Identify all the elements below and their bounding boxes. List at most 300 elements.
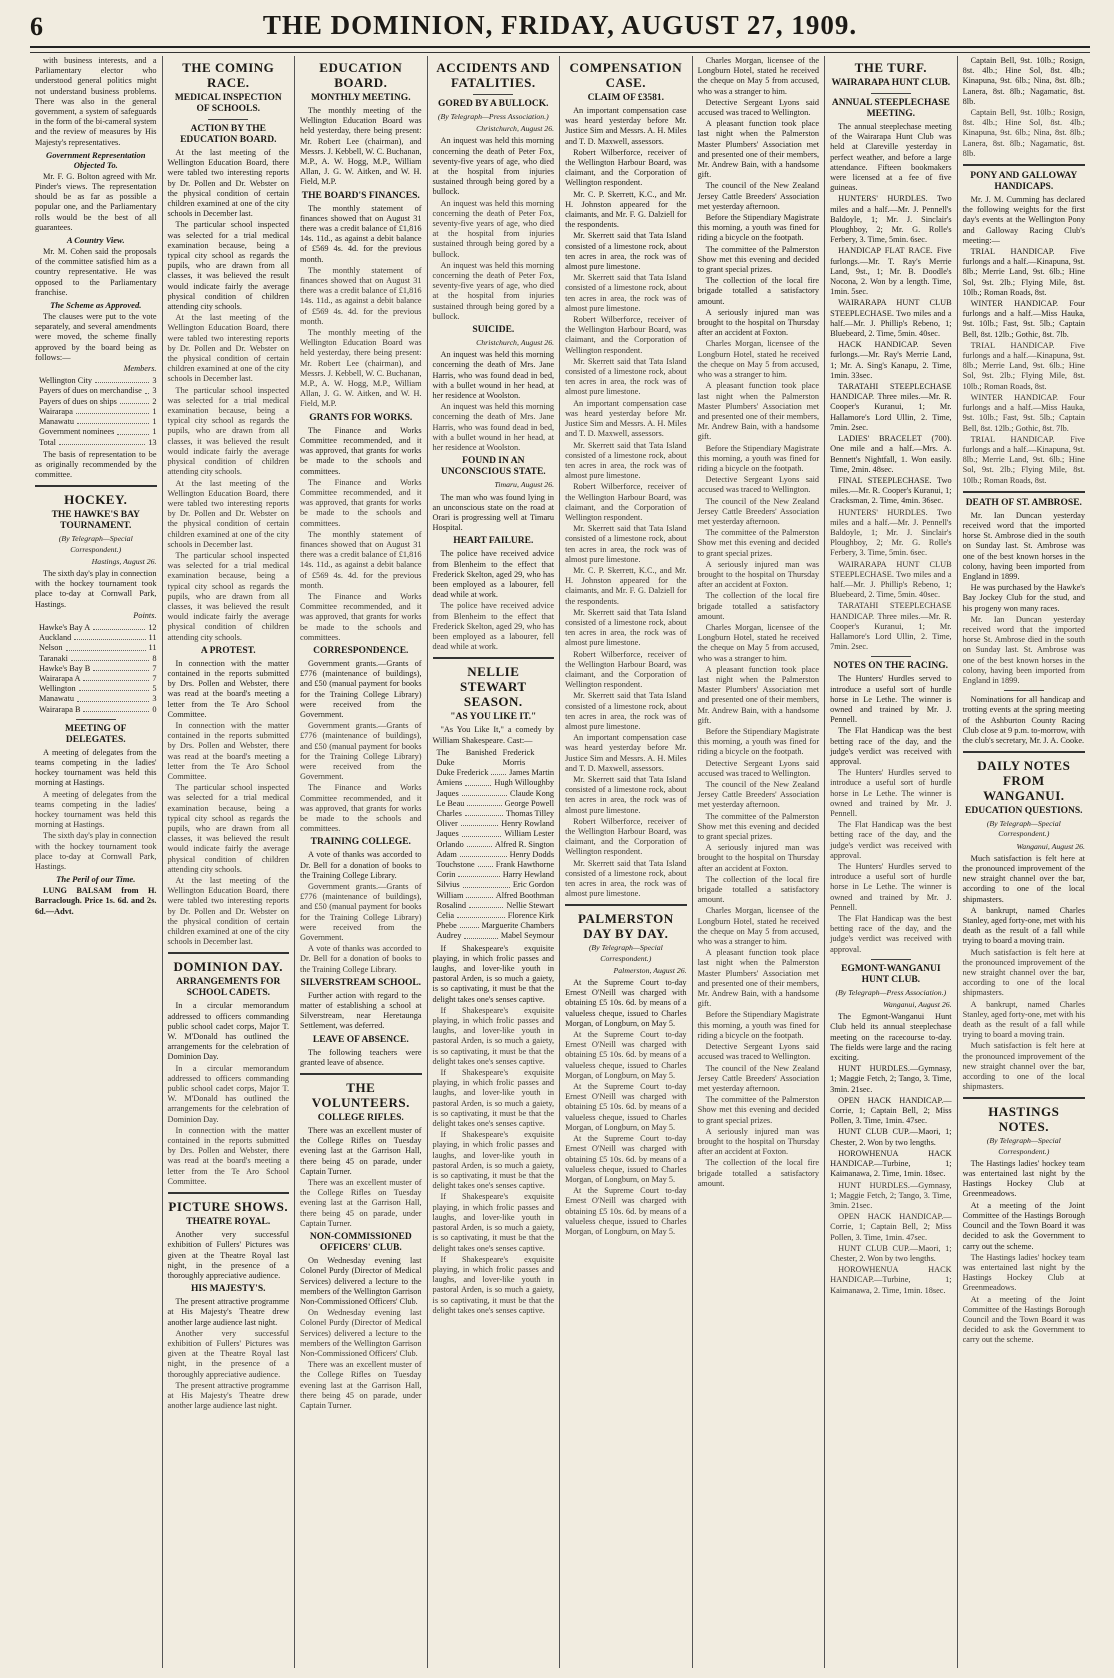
table-row	[39, 438, 157, 448]
article-text: Mr. Ian Duncan yesterday received word that the imported horse St. Ambrose died in the south on Sunday last. St. Ambrose was one of the best known horses in the colony, having been imported from England in 1899.	[962, 510, 1085, 581]
section-divider	[168, 952, 290, 954]
article-text: The Hunters' Hurdles served to introduce a useful sort of hurdle horse in Le Lethe. The winner is owned and trained by Mr. J. Pennell.	[830, 862, 952, 912]
table-value: 3	[152, 694, 157, 704]
article-text: Another very successful exhibition of Fullers' Pictures was given at the Theatre Royal last night, in the presence of a thoroughly appreciative audience.	[167, 1230, 290, 1280]
table-label: Taranaki	[39, 653, 68, 663]
article-text: Before the Stipendiary Magistrate this morning, a youth was fined for riding a bicycle on the footpath.	[697, 443, 820, 473]
cast-actor: Thomas Tilley	[505, 808, 555, 818]
article-text: Mr. Skerrett said that Tata Island consisted of a limestone rock, about ten acres in area, the rock was of almost pure limestone.	[565, 607, 687, 648]
byline: (By Telegraph—Press Association.)	[835, 987, 947, 997]
article-text: At the Supreme Court to-day Ernest O'Neill was charged with obtaining £5 10s. 6d. by means of a valueless cheque, issued to Charles Morgan, of Longburn, on May 5.	[565, 1030, 687, 1080]
newspaper-columns	[30, 56, 1090, 1668]
cast-row	[437, 901, 555, 911]
table-row	[39, 654, 157, 664]
section-heading: THE TURF.	[854, 60, 928, 75]
page-number: 6	[30, 12, 43, 41]
article-text: The Flat Handicap was the best betting race of the day, and the judge's verdict was received with approval.	[830, 914, 952, 954]
filler-text	[168, 1329, 290, 1412]
cast-list	[437, 748, 555, 942]
article-text: If Shakespeare's exquisite playing, in which frolic passes and laughs, and lover-like youth in pastoral Arden, is so much a gaiety, is so captivating, it must be that the delight takes one's senses captive.	[432, 1130, 555, 1191]
race-result: HUNT CLUB CUP.—Maori, 1; Chester, 2. Won by two lengths.	[830, 1243, 952, 1263]
article-text: with business interests, and a Parliamentary elector who understood general politics might not understand business problems. There was also in the general government, a system of safeguards in the form of the bi-cameral system and the review of measures by His Majesty's representatives.	[35, 56, 157, 147]
race-result: WINTER HANDICAP. Four furlongs and a half.—Miss Hauka, 9st. 10lb.; Fast, 9st. 5lb.; Captain Bell, 8st. 12lb.; Gothic, 8st. 7lb.	[962, 392, 1085, 433]
article-text: The monthly meeting of the Wellington Education Board was held yesterday, there being present: Mr. Robert Lee (chairman), and Messrs. J. Kebbell, W. C. Buchanan, M.P., A. W. Hogg, M.P., William Allan, J. G. W. Aitken, and W. H. Field, M.P.	[300, 106, 422, 187]
article-text: The collection of the local fire brigade totalled a satisfactory amount.	[697, 276, 820, 306]
article-text: A pleasant function took place last night when the Palmerston Master Plumbers' Association met and presented one of their members, Mr. Andrew Bain, with a handsome gift.	[697, 119, 820, 180]
section-heading: HOCKEY.	[64, 492, 128, 508]
cast-actor: William Lester	[504, 829, 555, 839]
subheading: Government Representation Objected To.	[45, 149, 146, 170]
filler-text	[963, 108, 1085, 159]
article-text: The following teachers were granted leave of absence.	[300, 1047, 422, 1067]
cast-row	[437, 778, 555, 788]
filler-text	[300, 478, 422, 643]
cast-role: William	[436, 890, 464, 900]
dateline: Hastings, August 26.	[91, 556, 157, 566]
section-divider	[963, 751, 1085, 753]
race-result: TARATAHI STEEPLECHASE HANDICAP. Three miles.—Mr. R. Cooper's Kuranui, 1; Mr. Hallamore's Lord Ullin, 2. Time, 7min. 2sec.	[830, 601, 952, 652]
article-text: Before the Stipendiary Magistrate this morning, a youth was fined for riding a bicycle on the footpath.	[697, 1010, 820, 1040]
article-text: A seriously injured man was brought to the hospital on Thursday after an accident at Foxton.	[697, 559, 820, 590]
table-label: Manawatu	[39, 417, 75, 427]
subheading: A Country View.	[66, 235, 125, 246]
article-text: Charles Morgan, licensee of the Longburn Hotel, stated he received the cheque on May 5 from accused, who was a stranger to him.	[697, 56, 820, 96]
race-result: TRIAL HANDICAP. Five furlongs and a half.—Kinapuna, 9st. 8lb.; Merrie Land, 9st. 6lb.; Hine Sol, 9st. 2lb.; Flying Mile, 8st. 10lb.; Roman Roads, 8st.	[962, 434, 1085, 485]
section-divider	[300, 1073, 422, 1075]
dateline: Palmerston, August 26.	[613, 965, 687, 975]
article-text: The sixth day's play in connection with the hockey tournament took place to-day at Cornwall Park, Hastings.	[35, 568, 157, 609]
article-text: At a meeting of the Joint Committee of the Hastings Borough Council and the Town Board it was decided to ask the Government to carry out the scheme.	[962, 1294, 1085, 1345]
article-text: Government grants.—Grants of £776 (maintenance of buildings), and £50 (manual payment for books for the Training College Library) were received from the Government.	[300, 721, 422, 782]
filler-text	[698, 339, 820, 1188]
table-row	[39, 684, 157, 694]
article-text: The collection of the local fire brigade totalled a satisfactory amount.	[697, 591, 820, 621]
article-text: Mr. C. P. Skerrett, K.C., and Mr. H. Johnston appeared for the claimants, and Mr. F. G. Dalziell for the respondents.	[565, 189, 687, 230]
article-text: Mr. J. M. Cumming has declared the following weights for the first day's events at the Wellington Pony and Galloway Racing Club's meeting:—	[962, 195, 1085, 245]
cast-actor: Harry Hewland	[502, 870, 555, 880]
table-label: Hawke's Bay B	[39, 663, 91, 673]
article-text: The present attractive programme at His Majesty's Theatre drew another large audience last night.	[167, 1297, 290, 1327]
article-text: The Egmont-Wanganui Hunt Club held its annual steeplechase meeting on the racecourse to-day. The fields were large and the racing exciting.	[830, 1012, 952, 1063]
subheading: COLLEGE RIFLES.	[317, 1113, 404, 1124]
article-text: The collection of the local fire brigade totalled a satisfactory amount.	[697, 1158, 820, 1188]
article-text: Detective Sergeant Lyons said accused was traced to Wellington.	[697, 1042, 820, 1062]
cast-row	[437, 931, 555, 941]
race-result: HUNT HURDLES.—Gymnasy, 1; Maggie Fetch, 2; Tango, 3. Time, 3min. 21sec.	[830, 1064, 952, 1094]
section-heading: DAILY NOTES FROM WANGANUI.	[977, 758, 1071, 804]
filler-text	[830, 768, 952, 955]
divider	[871, 93, 911, 94]
table-row	[39, 633, 157, 643]
article-text: The council of the New Zealand Jersey Cattle Breeders' Association met yesterday afternoon.	[697, 496, 820, 526]
article-text: At the Supreme Court to-day Ernest O'Neill was charged with obtaining £5 10s. 6d. by means of a valueless cheque, issued to Charles Morgan, of Longburn, on May 5.	[565, 1186, 687, 1236]
article-text: The collection of the local fire brigade totalled a satisfactory amount.	[697, 874, 820, 905]
table-row	[39, 705, 157, 715]
article-text: Government grants.—Grants of £776 (maintenance of buildings), and £50 (manual payment for books for the Training College Library) were received from the Government.	[300, 658, 422, 719]
cast-actor: Henry Rowland	[501, 819, 555, 829]
table-value: 13	[148, 437, 157, 447]
cast-row	[437, 870, 555, 880]
cast-actor: Alfred R. Sington	[494, 839, 555, 849]
article-text: In connection with the matter contained in the reports submitted by Drs. Pollen and Webster, there was read at the board's meeting a letter from the Te Aro School Committee.	[167, 1125, 290, 1186]
subheading: MONTHLY MEETING.	[310, 93, 411, 103]
dateline: Timaru, August 26.	[494, 480, 555, 490]
section-divider	[565, 904, 687, 906]
article-text: The man who was found lying in an unconscious state on the road at Orari is progressing well at Timaru Hospital.	[432, 492, 555, 533]
article-text: Mr. Ian Duncan yesterday received word that the imported horse St. Ambrose died in the south on Sunday last. St. Ambrose was one of the best known horses in the colony, having been imported from England in 1899.	[962, 614, 1085, 685]
subheading: LEAVE OF ABSENCE.	[312, 1034, 409, 1045]
article-text: There was an excellent muster of the College Rifles on Tuesday evening last at the Garrison Hall, there being 45 on parade, under Captain Turner.	[300, 1126, 422, 1176]
divider	[871, 959, 911, 960]
table-value: 1	[152, 427, 157, 437]
table-row	[39, 623, 157, 633]
cast-actor: Marguerite Chambers	[481, 921, 555, 931]
cast-actor: Henry Dodds	[509, 849, 555, 859]
cast-actor: Nellie Stewart	[506, 900, 555, 910]
article-text: On Wednesday evening last Colonel Purdy (Director of Medical Services) delivered a lecture to the members of the Wellington Garrison Non-Commissioned Officers' Club.	[300, 1308, 422, 1358]
cast-row	[437, 840, 555, 850]
cast-row	[437, 921, 555, 931]
article-text: The police have received advice from Blenheim to the effect that Frederick Skelton, aged 29, who has been employed as a labourer, fell dead while at work.	[432, 601, 555, 652]
section-divider	[433, 657, 555, 659]
section-divider	[168, 1192, 290, 1194]
cast-role: Rosalind	[436, 900, 467, 910]
article-text: The basis of representation to be as originally recommended by the committee.	[35, 449, 157, 480]
section-heading: ACCIDENTS AND FATALITIES.	[436, 60, 551, 90]
article-text: Detective Sergeant Lyons said accused was traced to Wellington.	[697, 97, 820, 118]
article-text: At the last meeting of the Wellington Education Board, there were tabled two interesting reports by Dr. Pollen and Dr. Webster on the physical condition of certain children examined at one of the city schools in December last.	[167, 876, 290, 947]
subheading: ACTION BY THE EDUCATION BOARD.	[180, 124, 277, 145]
filler-text	[300, 882, 422, 975]
subheading: DEATH OF ST. AMBROSE.	[965, 497, 1082, 508]
article-text: An inquest was held this morning concerning the death of Peter Fox, seventy-five years of age, who died at the hospital from injuries sustained through being gored by a bullock.	[432, 198, 555, 259]
table-row	[39, 674, 157, 684]
article-text: At the Supreme Court to-day Ernest O'Neill was charged with obtaining £5 10s. 6d. by means of a valueless cheque, issued to Charles Morgan, of Longburn, on May 5.	[565, 1134, 687, 1184]
dateline: Christchurch, August 26.	[476, 124, 555, 134]
byline: (By Telegraph—Special Correspondent.)	[588, 943, 663, 963]
article-text: At a meeting of the Joint Committee of the Hastings Borough Council and the Town Board it was decided to ask the Government to carry out the scheme.	[962, 1200, 1085, 1251]
section-heading: NELLIE STEWART SEASON.	[459, 664, 527, 710]
table-row	[39, 376, 157, 386]
cast-role: Adam	[436, 849, 457, 859]
cast-row	[437, 911, 555, 921]
article-text: Before the Stipendiary Magistrate this morning, a youth was fined for riding a bicycle on the footpath.	[697, 213, 820, 243]
race-result: LADIES' BRACELET (700). One mile and a half.—Mrs. A. Bennett's Nightfall, 1. Won easily. Time, 2min. 48sec.	[830, 434, 952, 474]
table-row	[39, 386, 157, 396]
article-text: On Wednesday evening last Colonel Purdy (Director of Medical Services) delivered a lecture to the members of the Wellington Garrison Non-Commissioned Officers' Club.	[300, 1256, 422, 1306]
article-text: Nominations for all handicap and trotting events at the spring meeting of the Ashburton County Racing Club close at 9 p.m. to-morrow, with the club's secretary, Mr. J. A. Cooke.	[962, 695, 1085, 745]
table-header: Members.	[123, 364, 157, 374]
article-text: The council of the New Zealand Jersey Cattle Breeders' Association met yesterday afternoon.	[697, 1063, 820, 1093]
column-2	[163, 56, 296, 1668]
race-result: HOROWHENUA HACK HANDICAP.—Turbine, 1; Kaimanawa, 2. Time, 1min. 18sec.	[830, 1148, 952, 1179]
article-text: Government grants.—Grants of £776 (maintenance of buildings), and £50 (manual payment for books for the Training College Library) were received from the Government.	[300, 882, 422, 943]
table-value: 12	[148, 622, 157, 632]
cast-role: Audrey	[436, 931, 462, 941]
subheading: "AS YOU LIKE IT."	[450, 712, 537, 723]
filler-text	[168, 1064, 290, 1187]
divider	[1004, 690, 1044, 691]
cast-role: Duke Frederick	[436, 768, 489, 778]
filler-text	[300, 266, 422, 410]
subheading: CLAIM OF £3581.	[587, 93, 665, 103]
cast-row	[437, 891, 555, 901]
article-text: A pleasant function took place last night when the Palmerston Master Plumbers' Association met and presented one of their members, Mr. Andrew Bain, with a handsome gift.	[697, 381, 820, 442]
article-text: If Shakespeare's exquisite playing, in which frolic passes and laughs, and lover-like youth in pastoral Arden, is so much a gaiety, is so captivating, it must be that the delight takes one's senses captive.	[432, 1005, 555, 1066]
filler-text	[300, 721, 422, 834]
dateline: Wanganui, August 26.	[883, 1000, 952, 1010]
article-text: Much satisfaction is felt here at the pronounced improvement of the new straight channel over the bar, according to one of the local shipmasters.	[962, 853, 1085, 904]
article-text: Charles Morgan, licensee of the Longburn Hotel, stated he received the cheque on May 5 from accused, who was a stranger to him.	[697, 622, 820, 663]
article-text: There was an excellent muster of the College Rifles on Tuesday evening last at the Garrison Hall, there being 45 on parade, under Captain Turner.	[300, 1360, 422, 1410]
article-text: If Shakespeare's exquisite playing, in which frolic passes and laughs, and lover-like youth in pastoral Arden, is so much a gaiety, is so captivating, it must be that the delight takes one's senses captive.	[432, 943, 555, 1004]
column-3	[295, 56, 428, 1668]
cast-actor: George Powell	[504, 798, 555, 808]
article-text: The particular school inspected was selected for a trial medical examination because, being a typical city school as regards the pupils, who are drawn from all classes, it was believed the result would indicate fairly the average physical condition of children attending city schools.	[167, 220, 290, 312]
table-row	[39, 427, 157, 437]
article-text: A pleasant function took place last night when the Palmerston Master Plumbers' Association met and presented one of their members, Mr. Andrew Bain, with a handsome gift.	[697, 664, 820, 725]
article-text: The committee of the Palmerston Show met this evening and decided to grant special prizes.	[697, 244, 820, 275]
article-text: Another very successful exhibition of Fullers' Pictures was given at the Theatre Royal last night, in the presence of a thoroughly appreciative audience.	[167, 1328, 290, 1379]
byline: (By Telegraph—Press Association.)	[437, 112, 549, 121]
subheading: PONY AND GALLOWAY HANDICAPS.	[970, 171, 1078, 193]
cast-row	[437, 768, 555, 778]
race-result: Captain Bell, 9st. 10lb.; Rosign, 8st. 4lb.; Hine Sol, 8st. 4lb.; Kinapuna, 9st. 6lb.; Nina, 8st. 8lb.; Lanera, 8st. 8lb.; Nagamatic, 8st. 8lb.	[962, 56, 1085, 106]
section-divider	[963, 1097, 1085, 1099]
race-result: OPEN HACK HANDICAP.—Corrie, 1; Captain Bell, 2; Miss Pollen, 3. Time, 1min. 47sec.	[830, 1095, 952, 1126]
race-result: HUNT HURDLES.—Gymnasy, 1; Maggie Fetch, 2; Tango, 3. Time, 3min. 21sec.	[830, 1180, 952, 1210]
table-value: 3	[152, 376, 157, 386]
cast-actor: Mabel Seymour	[500, 931, 555, 941]
article-text: The particular school inspected was selected for a trial medical examination because, being a typical city school as regards the pupils, who are drawn from all classes, it was believed the result would indicate fairly the average physical condition of children attending city schools.	[167, 550, 290, 642]
filler-text	[963, 615, 1085, 686]
race-result: TRIAL HANDICAP. Five furlongs and a half.—Kinapuna, 9st. 8lb.; Merrie Land, 9st. 6lb.; Hine Sol, 9st. 2lb.; Flying Mile, 8st. 10lb.; Roman Roads, 8st.	[962, 340, 1085, 391]
article-text: The Hastings ladies' hockey team was entertained last night by the Hastings Hockey Club at Greenmeadows.	[962, 1252, 1085, 1293]
cast-role: Celia	[436, 911, 455, 920]
cast-row	[437, 880, 555, 890]
cast-row	[437, 860, 555, 870]
table-row	[39, 417, 157, 427]
cast-actor: Alfred Boothman	[495, 890, 555, 900]
divider	[76, 719, 116, 720]
article-text: The Flat Handicap was the best betting race of the day, and the judge's verdict was received with approval.	[830, 820, 952, 860]
section-heading: DOMINION DAY.	[173, 959, 284, 975]
article-text: Mr. Skerrett said that Tata Island consisted of a limestone rock, about ten acres in area, the rock was of almost pure limestone.	[565, 231, 687, 272]
subheading: EDUCATION QUESTIONS.	[965, 806, 1083, 817]
article-text: The monthly statement of finances showed that on August 31 there was a credit balance of £1,816 14s. 11d., as against a debit balance of £569 4s. 4d. for the previous month.	[300, 265, 422, 326]
article-text: A meeting of delegates from the teams competing in the ladies' hockey tournament was held this morning at Hastings.	[35, 747, 157, 788]
article-text: The clauses were put to the vote separately, and several amendments were moved, the scheme finally approved by the board being as follows:—	[35, 312, 157, 362]
byline: (By Telegraph—Special Correspondent.)	[986, 1136, 1061, 1156]
filler-text	[830, 1181, 952, 1296]
race-result: TRIAL HANDICAP. Five furlongs and a half.—Kinapuna, 9st. 8lb.; Merrie Land, 9st. 6lb.; Hine Sol, 9st. 2lb.; Flying Mile, 8st. 10lb.; Roman Roads, 8st.	[962, 247, 1085, 297]
race-result: HOROWHENUA HACK HANDICAP.—Turbine, 1; Kaimanawa, 2. Time, 1min. 18sec.	[830, 1265, 952, 1295]
subheading: ARRANGEMENTS FOR SCHOOL CADETS.	[176, 977, 281, 999]
table-label: Hawke's Bay A	[39, 622, 91, 632]
article-text: A pleasant function took place last night when the Palmerston Master Plumbers' Association met and presented one of their members, Mr. Andrew Bain, with a handsome gift.	[697, 948, 820, 1009]
article-text: If Shakespeare's exquisite playing, in which frolic passes and laughs, and lover-like youth in pastoral Arden, is so much a gaiety, is so captivating, it must be that the delight takes one's senses captive.	[432, 1068, 555, 1129]
table-label: Wairarapa	[39, 406, 73, 416]
article-text: The particular school inspected was selected for a trial medical examination because, being a typical city school as regards the pupils, who are drawn from all classes, it was believed the result would indicate fairly the average physical condition of children attending city schools.	[167, 783, 290, 874]
article-text: At the Supreme Court to-day Ernest O'Neill was charged with obtaining £5 10s. 6d. by means of a valueless cheque, issued to Charles Morgan, of Longburn, on May 5.	[565, 978, 687, 1028]
cast-role: Corin	[436, 870, 456, 880]
article-text: The committee of the Palmerston Show met this evening and decided to grant special prizes.	[697, 811, 820, 842]
table-row	[39, 397, 157, 407]
subheading: The Scheme as Approved.	[50, 300, 142, 311]
table-row	[39, 643, 157, 653]
table-value: 0	[152, 704, 157, 714]
section-heading: HASTINGS NOTES.	[988, 1104, 1060, 1135]
subheading: WAIRARAPA HUNT CLUB.	[831, 78, 951, 88]
article-text: The Hunters' Hurdles served to introduce a useful sort of hurdle horse in Le Lethe. The winner is owned and trained by Mr. J. Pennell.	[830, 768, 952, 818]
article-text: In connection with the matter contained in the reports submitted by Drs. Pollen and Webster, there was read at the board's meeting a letter from the Te Aro School Committee.	[167, 658, 290, 719]
cast-row	[437, 819, 555, 829]
table-label: Total	[39, 437, 56, 447]
article-text: The Finance and Works Committee recommended, and it was approved, that grants for works be made to the schools and committees.	[300, 477, 422, 528]
table-value: 7	[152, 663, 157, 673]
section-heading: THE VOLUNTEERS.	[311, 1080, 410, 1111]
section-heading: PALMERSTON DAY BY DAY.	[578, 911, 674, 942]
subheading: TRAINING COLLEGE.	[310, 837, 411, 848]
article-text: If Shakespeare's exquisite playing, in which frolic passes and laughs, and lover-like youth in pastoral Arden, is so much a gaiety, is so captivating, it must be that the delight takes one's senses captive.	[432, 1254, 555, 1315]
cast-actor: Eric Gordon	[512, 880, 555, 890]
column-4	[428, 56, 561, 1668]
divider	[208, 119, 248, 120]
race-result: WINTER HANDICAP. Four furlongs and a half.—Miss Hauka, 9st. 10lb.; Fast, 9st. 5lb.; Captain Bell, 8st. 12lb.; Gothic, 8st. 7lb.	[962, 299, 1085, 339]
cast-actor: James Martin	[509, 768, 555, 778]
article-text: The particular school inspected was selected for a trial medical examination because, being a typical city school as regards the pupils, who are drawn from all classes, it was believed the result would indicate fairly the average physical condition of children attending city schools.	[167, 385, 290, 477]
article-text: He was purchased by the Hawke's Bay Jockey Club for the stud, and his progeny won many races.	[962, 583, 1085, 613]
section-divider	[963, 164, 1085, 166]
article-text: A bankrupt, named Charles Stanley, aged forty-one, met with his death as the result of a fall while trying to board a moving train.	[962, 999, 1085, 1040]
article-text: A vote of thanks was accorded to Dr. Bell for a donation of books to the Training College Library.	[300, 944, 422, 974]
table-label: Auckland	[39, 633, 72, 643]
race-result: HACK HANDICAP. Seven furlongs.—Mr. Ray's Merrie Land, 1; Mr. A. Sing's Kanapu, 2. Time, 1min. 33sec.	[830, 340, 952, 380]
filler-text	[35, 790, 157, 873]
race-result: FINAL STEEPLECHASE. Two miles.—Mr. R. Cooper's Kuranui, 1; Cracksman, 2. Time, 4min. 36sec.	[830, 475, 952, 506]
section-divider	[963, 491, 1085, 493]
filler-text	[963, 948, 1085, 1093]
article-text: Charles Morgan, licensee of the Longburn Hotel, stated he received the cheque on May 5 from accused, who was a stranger to him.	[697, 339, 820, 380]
cast-role: The Banished Duke	[436, 747, 497, 767]
article-text: The Hunters' Hurdles served to introduce a useful sort of hurdle horse in Le Lethe. The winner is owned and trained by Mr. J. Pennell.	[830, 674, 952, 725]
article-text: Detective Sergeant Lyons said accused was traced to Wellington.	[697, 758, 820, 778]
divider	[871, 656, 911, 657]
article-text: The monthly statement of finances showed that on August 31 there was a credit balance of £1,816 14s. 11d., as against a debit balance of £569 4s. 4d. for the previous month.	[300, 203, 422, 264]
table-label: Payers of dues on ships	[39, 396, 117, 406]
section-heading: COMPENSATION CASE.	[569, 60, 683, 90]
table-value: 11	[148, 633, 157, 643]
table-value: 8	[152, 653, 157, 663]
article-text: The annual steeplechase meeting of the Wairarapa Hunt Club was held at Clareville yesterday in perfect weather, and before a large attendance. Fifteen bookmakers were licensed at a fee of five guineas.	[830, 122, 952, 193]
subheading: ANNUAL STEEPLECHASE MEETING.	[831, 98, 950, 119]
table-label: Government nominees	[39, 427, 115, 437]
cast-role: Le Beau	[436, 798, 465, 808]
article-text: If Shakespeare's exquisite playing, in which frolic passes and laughs, and lover-like youth in pastoral Arden, is so much a gaiety, is so captivating, it must be that the delight takes one's senses captive.	[432, 1192, 555, 1253]
dateline: Wanganui, August 26.	[1016, 841, 1085, 851]
filler-text	[168, 313, 290, 643]
table-value: 2	[152, 396, 157, 406]
cast-role: Jaques	[436, 788, 459, 798]
article-text: A meeting of delegates from the teams competing in the ladies' hockey tournament was held this morning at Hastings.	[35, 789, 157, 830]
column-8	[958, 56, 1090, 1668]
subheading: GRANTS FOR WORKS.	[309, 412, 413, 423]
article-text: Detective Sergeant Lyons said accused was traced to Wellington.	[697, 475, 820, 495]
table-row	[39, 664, 157, 674]
cast-role: Touchstone	[436, 859, 475, 869]
race-result: WAIRARAPA HUNT CLUB STEEPLECHASE. Two miles and a half.—Mr. J. Phillip's Rebeno, 1; Bluebeard, 2. Time, 5min. 40sec.	[830, 559, 952, 600]
subheading: MEDICAL INSPECTION OF SCHOOLS.	[174, 93, 282, 114]
cast-row	[437, 799, 555, 809]
article-text: Robert Wilberforce, receiver of the Wellington Harbour Board, was claimant, and the Corporation of Wellington respondent.	[565, 816, 687, 857]
cast-row	[437, 850, 555, 860]
article-text: A seriously injured man was brought to the hospital on Thursday after an accident at Foxton.	[697, 843, 820, 873]
article-text: Much satisfaction is felt here at the pronounced improvement of the new straight channel over the bar, according to one of the local shipmasters.	[962, 947, 1085, 998]
divider	[473, 94, 513, 95]
article-text: A vote of thanks was accorded to Dr. Bell for a donation of books to the Training College Library.	[300, 850, 422, 880]
cast-role: Orlando	[436, 839, 464, 849]
cast-actor: Florence Kirk	[507, 911, 555, 920]
filler-text	[830, 508, 952, 653]
article-text: The committee of the Palmerston Show met this evening and decided to grant special prizes.	[697, 528, 820, 558]
article-text: At the Supreme Court to-day Ernest O'Neill was charged with obtaining £5 10s. 6d. by means of a valueless cheque, issued to Charles Morgan, of Longburn, on May 5.	[565, 1082, 687, 1132]
column-1	[30, 56, 163, 1668]
subheading: GORED BY A BULLOCK.	[438, 99, 549, 109]
article-text: At the last meeting of the Wellington Education Board, there were tabled two interesting reports by Dr. Pollen and Dr. Webster on the physical condition of certain children examined at one of the city schools in December last.	[167, 478, 290, 549]
subheading: SUICIDE.	[472, 325, 515, 336]
race-result: HUNT CLUB CUP.—Maori, 1; Chester, 2. Won by two lengths.	[830, 1127, 952, 1147]
subheading: THEATRE ROYAL.	[186, 1217, 271, 1228]
table-value: 7	[152, 673, 157, 683]
masthead-rule	[30, 52, 1090, 53]
subheading: NON-COMMISSIONED OFFICERS' CLUB.	[309, 1232, 412, 1254]
table-label: Manawatu	[39, 694, 75, 704]
table-label: Wairarapa B	[39, 704, 81, 714]
masthead	[30, 10, 1090, 48]
column-6	[693, 56, 826, 1668]
subheading: The Peril of our Time.	[56, 874, 136, 885]
article-text: An inquest was held this morning concerning the death of Peter Fox, seventy-five years of age, who died at the hospital from injuries sustained through being gored by a bullock.	[432, 136, 555, 197]
filler-text	[433, 601, 555, 652]
race-result: HUNTERS' HURDLES. Two miles and a half.—Mr. J. Pennell's Baldoyle, 1; Mr. J. Sinclair's Ploughboy, 2; Mr. G. Rolle's Ferbery, 3. Time, 5min. 6sec.	[830, 507, 952, 558]
table-value: 1	[152, 417, 157, 427]
newspaper-title: THE DOMINION, FRIDAY, AUGUST 27, 1909.	[262, 10, 858, 40]
article-text: An important compensation case was heard yesterday before Mr. Justice Sim and Messrs. A. H. Miles and T. D. Maxwell, assessors.	[565, 398, 687, 439]
article-text: An inquest was held this morning concerning the death of Mrs. Jane Harris, who was found dead in bed, with a bullet wound in her head, at her residence at Woolston.	[432, 350, 555, 401]
cast-role: Charles	[436, 808, 462, 818]
cast-row	[437, 829, 555, 839]
filler-text	[565, 273, 687, 899]
article-text: Mr. Skerrett said that Tata Island consisted of a limestone rock, about ten acres in area, the rock was of almost pure limestone.	[565, 691, 687, 731]
article-text: The Finance and Works Committee recommended, and it was approved, that grants for works be made to the schools and committees.	[300, 425, 422, 476]
race-result: Captain Bell, 9st. 10lb.; Rosign, 8st. 4lb.; Hine Sol, 8st. 4lb.; Kinapuna, 9st. 6lb.; Nina, 8st. 8lb.; Lanera, 8st. 8lb.; Nagamatic, 8st. 8lb.	[962, 108, 1085, 158]
article-text: A seriously injured man was brought to the hospital on Thursday after an accident at Foxton.	[697, 307, 820, 338]
subheading: A PROTEST.	[200, 645, 256, 656]
representation-table	[39, 376, 157, 447]
filler-text	[168, 721, 290, 947]
filler-text	[963, 341, 1085, 486]
article-text: The sixth day's play in connection with the hockey tournament took place to-day at Cornwall Park, Hastings.	[35, 831, 157, 871]
race-result: WAIRARAPA HUNT CLUB STEEPLECHASE. Two miles and a half.—Mr. J. Phillip's Rebeno, 1; Bluebeard, 2. Time, 5min. 40sec.	[830, 298, 952, 339]
article-text: The committee of the Palmerston Show met this evening and decided to grant special prizes.	[697, 1095, 820, 1125]
table-value: 1	[152, 406, 157, 416]
byline: (By Telegraph—Special Correspondent.)	[58, 534, 133, 554]
points-table	[39, 623, 157, 715]
byline: (By Telegraph—Special Correspondent.)	[986, 819, 1061, 839]
article-text: The monthly meeting of the Wellington Education Board was held yesterday, there being present: Mr. Robert Lee (chairman), and Messrs. J. Kebbell, W. C. Buchanan, M.P., A. W. Hogg, M.P., William Allan, J. G. W. Aitken, and W. H. Field, M.P.	[300, 328, 422, 409]
race-result: HANDICAP FLAT RACE. Five furlongs.—Mr. T. Ray's Merrie Land, 9st., 1; Mr. B. Doodle's Nocona, 2. Won by a length. Time, 1min. 5sec.	[830, 246, 952, 297]
cast-role: Oliver	[436, 819, 458, 829]
